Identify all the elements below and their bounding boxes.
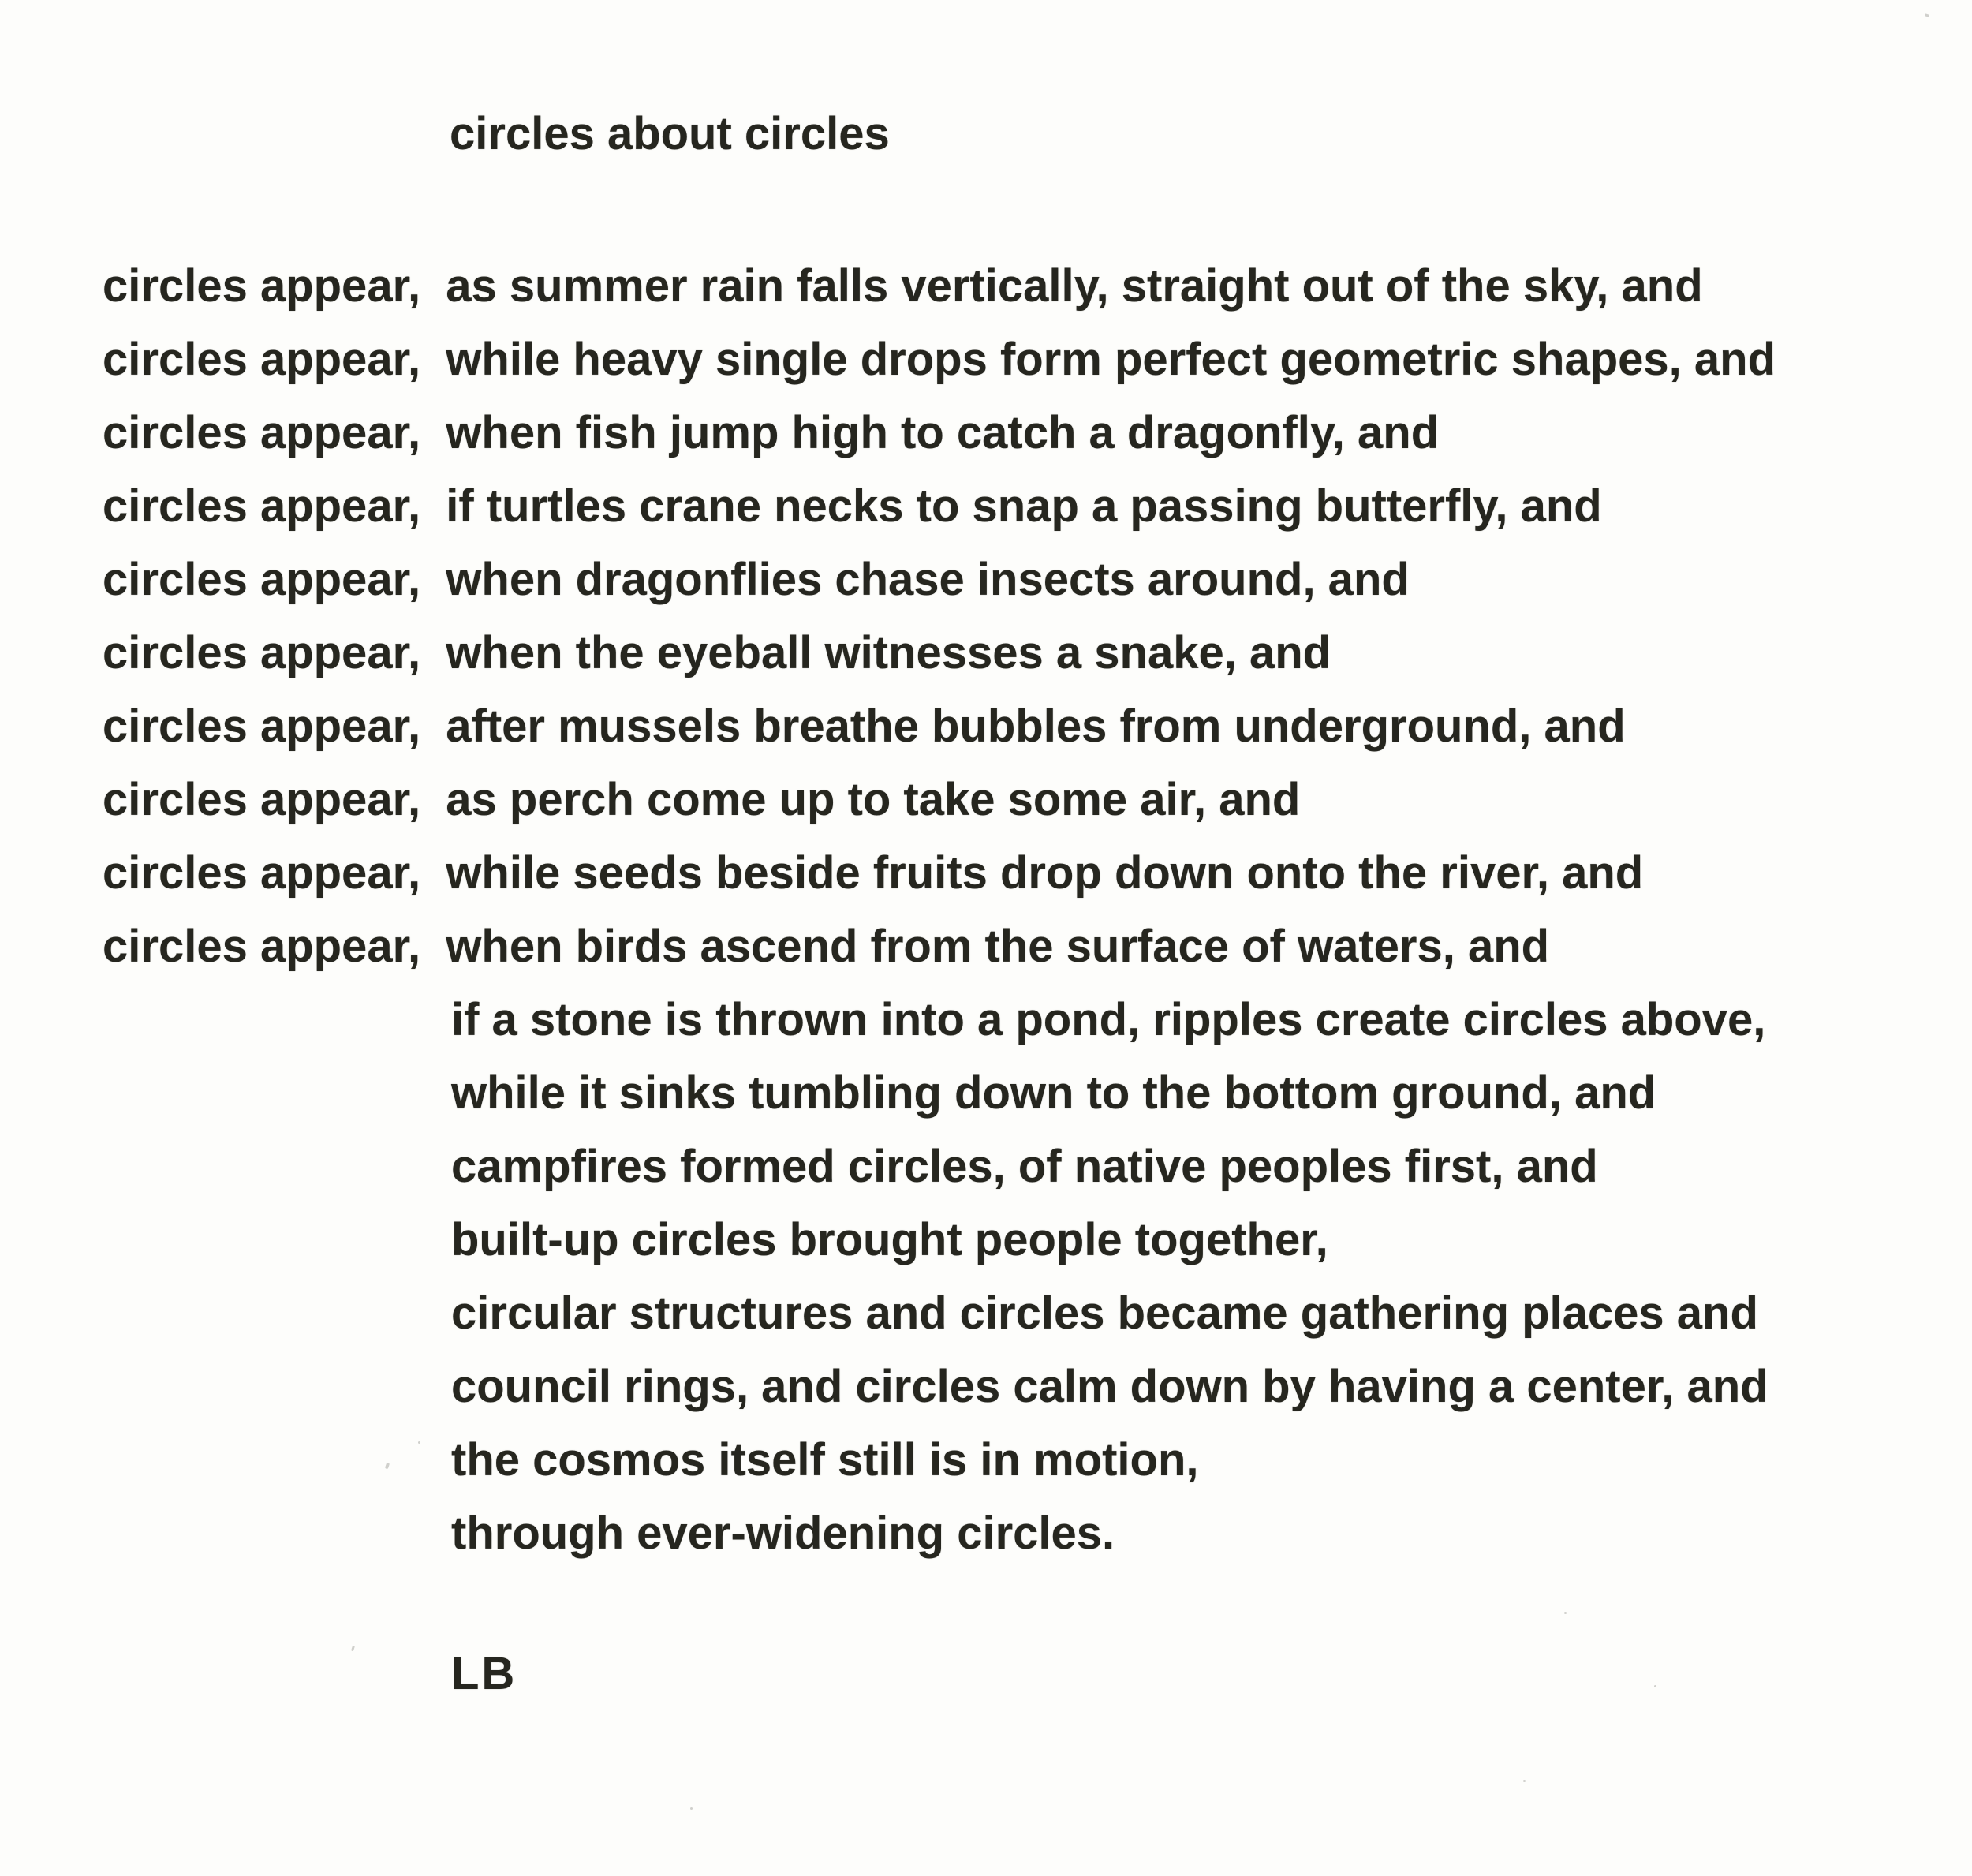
poem-line-text: circles appear, while heavy single drops form perfect geometric shapes, and [103, 334, 1776, 385]
poem-line [451, 1497, 1940, 1570]
scan-speckle [1925, 13, 1930, 17]
scan-speckle [1564, 1612, 1567, 1614]
poem-line-text: while it sinks tumbling down to the bottom ground, and [451, 1067, 1656, 1119]
poem-line [103, 689, 1940, 763]
poem-line-text: circles appear, when dragonflies chase insects around, and [103, 554, 1410, 605]
poem-line-text: through ever-widening circles. [451, 1508, 1115, 1559]
poem-line [451, 1350, 1940, 1423]
poem-line-text: if a stone is thrown into a pond, ripples create circles above, [451, 994, 1766, 1045]
scan-speckle [351, 1646, 355, 1652]
scan-speckle [1523, 1780, 1526, 1782]
poem-line-text: circles appear, when birds ascend from the surface of waters, and [103, 921, 1550, 972]
poem-line-text: circles appear, if turtles crane necks to snap a passing butterfly, and [103, 480, 1602, 532]
poem-line-text: circles appear, as summer rain falls vertically, straight out of the sky, and [103, 260, 1703, 312]
scan-speckle [418, 1441, 420, 1444]
poem-line [103, 323, 1940, 396]
poem-line [103, 836, 1940, 910]
poem-line [103, 763, 1940, 836]
poem-line [103, 396, 1940, 469]
poem-title: circles about circles [450, 108, 890, 159]
scan-speckle [690, 1807, 693, 1810]
poem-line [103, 249, 1940, 323]
poem-line [451, 1130, 1940, 1203]
poem-line [103, 469, 1940, 543]
poem-line-text: circular structures and circles became gathering places and [451, 1287, 1758, 1339]
poem-line [451, 1276, 1940, 1350]
poem-line-text: circles appear, when the eyeball witnesses a snake, and [103, 627, 1331, 678]
poem-line [103, 910, 1940, 983]
poem-line-text: the cosmos itself still is in motion, [451, 1434, 1199, 1485]
scan-speckle [1654, 1685, 1656, 1687]
poem-line [451, 1056, 1940, 1130]
poem-line [103, 543, 1940, 616]
poem-line [103, 616, 1940, 689]
poem-body [103, 249, 1940, 1570]
poem-line-text: built-up circles brought people together, [451, 1214, 1328, 1265]
poem-line-text: council rings, and circles calm down by having a center, and [451, 1361, 1768, 1412]
author-initials: LB [451, 1648, 517, 1699]
poem-line-text: circles appear, as perch come up to take some air, and [103, 774, 1301, 825]
poem-line-text: circles appear, when fish jump high to catch a dragonfly, and [103, 407, 1440, 458]
poem-line-text: campfires formed circles, of native peoples first, and [451, 1141, 1598, 1192]
poem-line [451, 1203, 1940, 1276]
poem-line-text: circles appear, while seeds beside fruits drop down onto the river, and [103, 847, 1644, 899]
poem-line [451, 1423, 1940, 1497]
poem-line [451, 983, 1940, 1056]
poem-line-text: circles appear, after mussels breathe bubbles from underground, and [103, 701, 1626, 752]
